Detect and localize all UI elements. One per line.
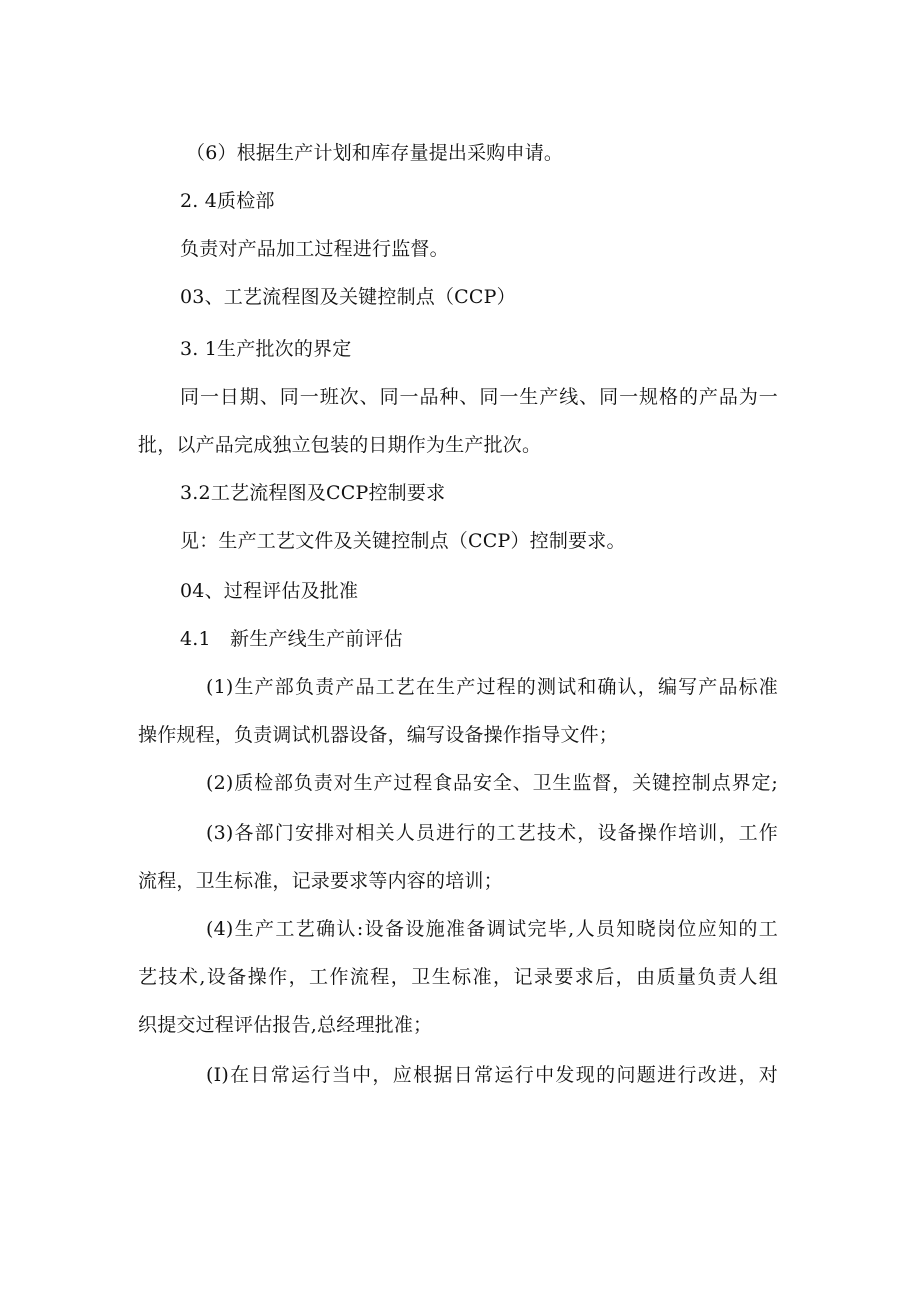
paragraph-batch-definition-line1: 同一日期、同一班次、同一品种、同一生产线、同一规格的产品为一	[180, 386, 778, 408]
heading-3-2-flowchart-ccp: 3.2工艺流程图及CCP控制要求	[180, 482, 446, 504]
paragraph-item-3-line2: 流程，卫生标准，记录要求等内容的培训；	[138, 870, 503, 892]
paragraph-item-4-line3: 织提交过程评估报告,总经理批准；	[138, 1014, 433, 1036]
paragraph-item-3-line1: (3)各部门安排对相关人员进行的工艺技术，设备操作培训，工作	[206, 822, 778, 844]
paragraph-item-4-line1: (4)生产工艺确认:设备设施准备调试完毕,人员知晓岗位应知的工	[206, 918, 778, 940]
paragraph-procurement-request: （6）根据生产计划和库存量提出采购申请。	[186, 142, 564, 164]
heading-03-process-flow: 03、工艺流程图及关键控制点（CCP）	[180, 286, 516, 308]
paragraph-quality-dept-duty: 负责对产品加工过程进行监督。	[180, 238, 449, 260]
paragraph-item-i-line1: (I)在日常运行当中，应根据日常运行中发现的问题进行改进，对	[206, 1064, 778, 1086]
heading-3-1-batch-definition: 3. 1生产批次的界定	[180, 338, 352, 360]
paragraph-item-2: (2)质检部负责对生产过程食品安全、卫生监督，关键控制点界定;	[206, 772, 778, 794]
paragraph-batch-definition-line2: 批，以产品完成独立包装的日期作为生产批次。	[138, 434, 542, 456]
heading-4-1-new-line-evaluation: 4.1 新生产线生产前评估	[180, 628, 403, 650]
paragraph-item-1-line2: 操作规程，负责调试机器设备，编写设备操作指导文件；	[138, 724, 619, 746]
paragraph-see-documents: 见：生产工艺文件及关键控制点（CCP）控制要求。	[180, 530, 626, 552]
heading-04-process-evaluation: 04、过程评估及批准	[180, 580, 359, 602]
paragraph-item-1-line1: (1)生产部负责产品工艺在生产过程的测试和确认，编写产品标准	[206, 676, 778, 698]
heading-2-4-quality-dept: 2. 4质检部	[180, 190, 275, 212]
paragraph-item-4-line2: 艺技术,设备操作，工作流程，卫生标准，记录要求后，由质量负责人组	[138, 966, 778, 988]
